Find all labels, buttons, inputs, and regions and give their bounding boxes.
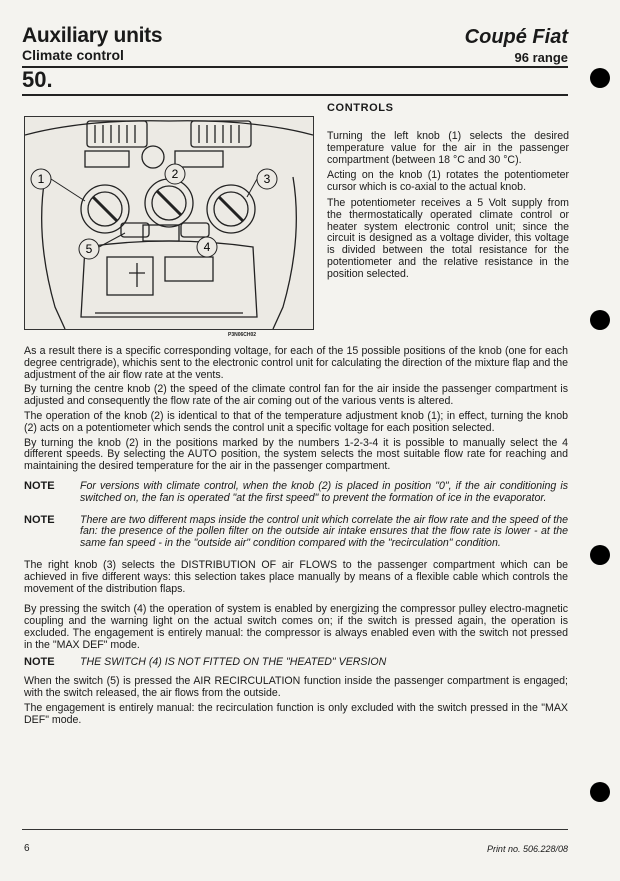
note-label: NOTE: [24, 513, 55, 526]
controls-text: [327, 131, 569, 285]
controls-heading: CONTROLS: [327, 102, 394, 114]
body-paragraph: By turning the knob (2) in the positions marked by the numbers 1-2-3-4 it is possible to manually select the 4 different speeds. By selecting the AUTO position, the system selects the most suitable flow rate for reaching and maintaining the desired temperature for the air in the passenger compartment.: [24, 436, 568, 473]
controls-paragraph: Acting on the knob (1) rotates the potentiometer cursor which is co-axial to the actual knob.: [327, 169, 569, 194]
body-paragraph: The operation of the knob (2) is identical to that of the temperature adjustment knob (1); in effect, turning the knob (2) acts on a potentiometer which sends the control unit a specific voltage for each position selected.: [24, 409, 568, 434]
body-paragraph: The engagement is entirely manual: the recirculation function is only excluded with the switch pressed in the "MAX DEF" mode.: [24, 701, 568, 726]
note-block: [24, 515, 568, 550]
controls-paragraph: The potentiometer receives a 5 Volt supply from the thermostatically operated climate control or heater system electronic control unit; since the circuit is designed as a voltage divider, this voltage is divided between the total resistance for the potentiometer and the relative resistance in the position selected.: [327, 196, 569, 280]
figure-callout: 5: [85, 242, 93, 256]
note-text: For versions with climate control, when the knob (2) is placed in position "0", if the air conditioning is switched on, the fan is operated "at the first speed" to prevent the formation of ice in the evaporator.: [80, 479, 568, 504]
body-paragraph: When the switch (5) is pressed the AIR RECIRCULATION function inside the passenger compartment is engaged; with the switch released, the air flows from the outside.: [24, 675, 568, 700]
note-text: THE SWITCH (4) IS NOT FITTED ON THE "HEATED" VERSION: [80, 655, 387, 668]
section-title: Auxiliary units: [22, 24, 163, 47]
note-block: [24, 481, 568, 505]
controls-paragraph: Turning the left knob (1) selects the desired temperature value for the air in the passenger compartment (between 18 °C and 30 °C).: [327, 130, 569, 166]
header-rule: [22, 66, 568, 68]
binder-hole: [590, 782, 610, 802]
note-label: NOTE: [24, 655, 55, 668]
body-paragraph: By pressing the switch (4) the operation of system is enabled by energizing the compressor pulley electro-magnetic coupling and the warning light on the actual switch comes on; if the switch is pressed again, the operation is excluded. The engagement is entirely manual: the compressor is always enabled even with the switch not pressed in the "MAX DEF" mode.: [24, 603, 568, 651]
dashboard-illustration: [25, 117, 313, 329]
brand-name: Coupé Fiat: [464, 26, 568, 48]
binder-hole: [590, 68, 610, 88]
note-block: [24, 657, 568, 669]
footer-rule: [22, 829, 568, 830]
body-paragraph: By turning the centre knob (2) the speed of the climate control fan for the air inside the passenger compartment is adjusted and consequently the flow rate of the air coming out of the various vents is altered.: [24, 383, 568, 408]
figure-callout: 3: [263, 172, 271, 186]
body-text: [24, 346, 568, 730]
page-number: 6: [24, 843, 30, 854]
figure-callout: 4: [203, 240, 211, 254]
header-rule-lower: [22, 94, 568, 96]
figure-code: P3N06CH02: [228, 332, 257, 338]
note-text: There are two different maps inside the control unit which correlate the air flow rate and the speed of the fan: the presence of the pollen filter on the outside air intake ensures that the flow rate is lower - at the same fan speed - in the "outside air" condition compared with the "recirculation" condition.: [80, 513, 568, 550]
body-paragraph: As a result there is a specific corresponding voltage, for each of the 15 possible positions of the knob (one for each degree centrigrade), whichis sent to the electronic control unit for calculating the direction of the mixture flap and the adjustment of the air flow rate at the vents.: [24, 345, 568, 381]
binder-hole: [590, 310, 610, 330]
page-section-number: 50.: [22, 67, 53, 92]
note-label: NOTE: [24, 479, 55, 492]
figure-callout: 2: [171, 167, 179, 181]
binder-hole: [590, 545, 610, 565]
print-number: Print no. 506.228/08: [486, 844, 568, 854]
figure-callout: 1: [37, 172, 45, 186]
climate-control-figure: [24, 116, 314, 330]
body-paragraph: The right knob (3) selects the DISTRIBUTION OF air FLOWS to the passenger compartment which can be achieved in five different ways: this selection takes place manually by means of a flexible cable which controls the movement of the distribution flaps.: [24, 558, 568, 595]
range-label: 96 range: [514, 50, 568, 65]
subsection-title: Climate control: [22, 47, 124, 63]
